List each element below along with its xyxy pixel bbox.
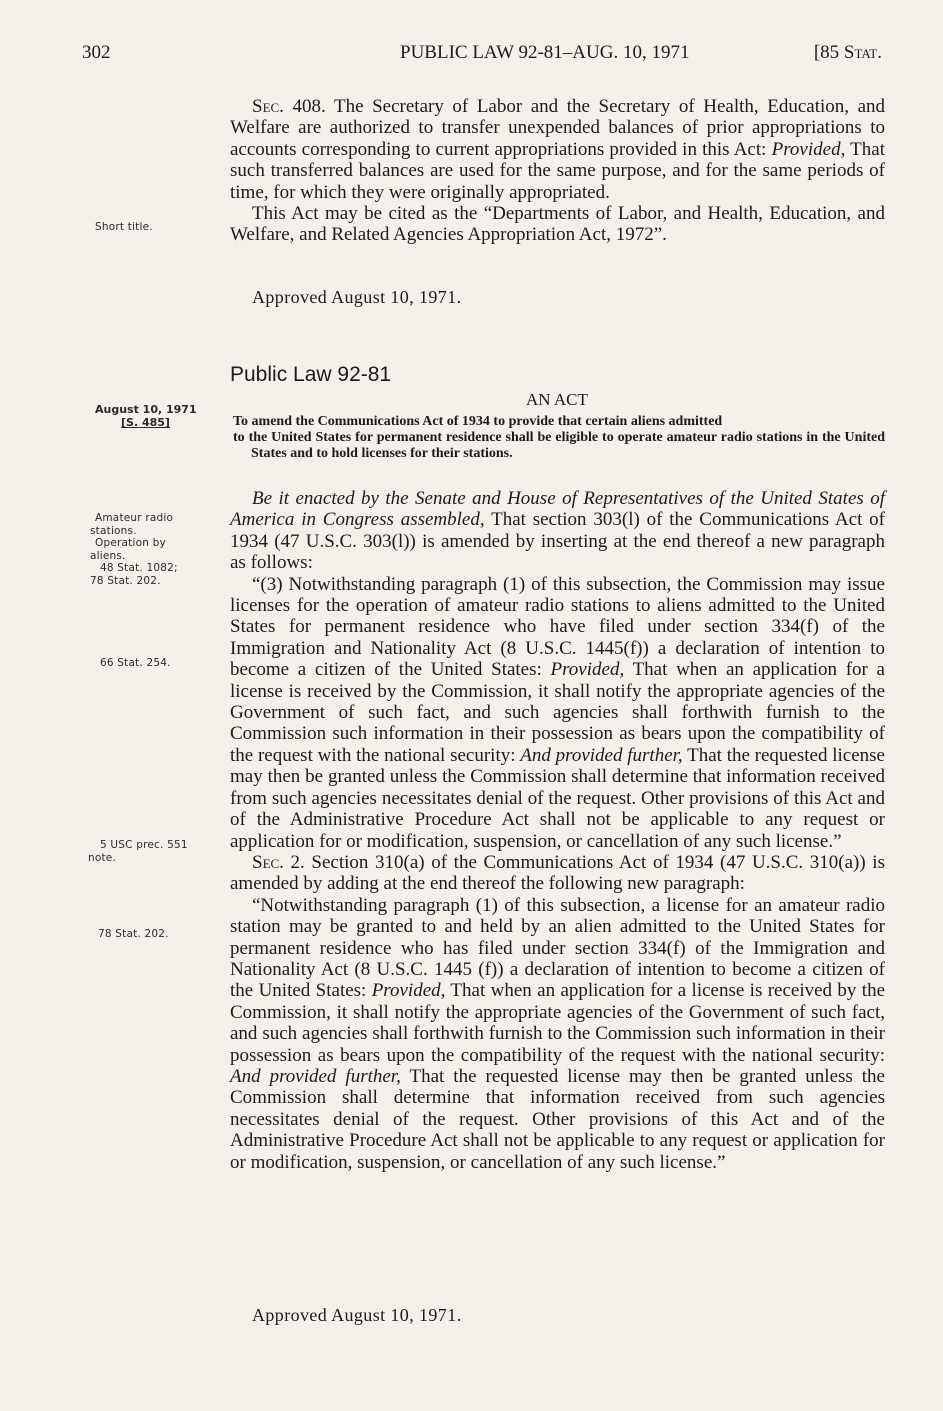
section-408	[230, 96, 885, 246]
section-408-paragraph: Sec. 408. The Secretary of Labor and the Secretary of Health, Education, and Welfare are authorized to transfer unexpended balances of prior appropriations to accounts corresponding to current appropriations provided in this Act: Provided, That such transferred balances are used for the same purpose, and for the same periods of time, for which they were originally appropriated.	[230, 96, 886, 203]
section-2-paragraph: “Notwithstanding paragraph (1) of this subsection, a license for an amateur radio station may be granted to and held by an alien admitted to the United States for permanent residence who has filed under section 334(f) of the Immigration and Nationality Act (8 U.S.C. 1445 (f)) a declaration of intention to become a citizen of the United States: Provided, That when an application for a license is received by the Commission, it shall notify the appropriate agencies of the Government of such fact, and such agencies shall forthwith furnish to the Commission such information in their possession as bears upon the compatibility of the request with the national security: And provided further, That the requested license may then be granted unless the Commission shall determine that information received from such agencies necessitates denial of the request. Other provisions of this Act and of the Administrative Procedure Act shall not be applicable to any request or application for or modification, suspension, or cancellation of any such license.”	[230, 894, 885, 1173]
margin-note-short-title: Short title.	[95, 221, 153, 233]
purpose-line-2: to the United States for permanent residence shall be eligible to operate amateur radio stations in the United States and to hold licenses for their stations.	[233, 430, 885, 462]
margin-note-66-stat: 66 Stat. 254.	[100, 657, 171, 669]
paragraph-3: “(3) Notwithstanding paragraph (1) of this subsection, the Commission may issue licenses for the operation of amateur radio stations to aliens admitted to the United States for permanent residence who have filed under section 334(f) of the Immigration and Nationality Act (8 U.S.C. 1445(f)) a declaration of intention to become a citizen of the United States: Provided, That when an application for a license is received by the Commission, it shall notify the appropriate agencies of the Government of such fact, and such agencies shall forthwith furnish to the Commission such information in their possession as bears upon the compatibility of the request with the national security: And provided further, That the requested license may then be granted unless the Commission shall determine that information received from such agencies necessitates denial of the request. Other provisions of this Act and of the Administrative Procedure Act shall not be applicable to any request or application for or modification, suspension, or cancellation of any such license.”	[230, 573, 885, 852]
header-title: PUBLIC LAW 92-81–AUG. 10, 1971	[400, 42, 690, 63]
act-body	[230, 488, 885, 1173]
page-number: 302	[82, 42, 111, 63]
act-purpose	[233, 414, 885, 463]
short-title-paragraph: This Act may be cited as the “Departments of Labor, and Health, Education, and Welfare, and Related Agencies Appropriation Act, 1972”.	[230, 203, 885, 246]
purpose-line-1: To amend the Communications Act of 1934 to provide that certain aliens admitted	[233, 414, 723, 429]
approval-line-2: Approved August 10, 1971.	[252, 1305, 462, 1325]
margin-note-date: August 10, 1971 [S. 485]	[95, 403, 197, 429]
public-law-title: Public Law 92-81	[230, 363, 392, 386]
statute-reference: [85 Stat.	[813, 42, 882, 63]
margin-note-amateur-radio: Amateur radio stations. Operation by aliens. 48 Stat. 1082; 78 Stat. 202.	[90, 512, 178, 587]
approval-line-1: Approved August 10, 1971.	[252, 287, 462, 307]
margin-note-78-stat: 78 Stat. 202.	[98, 928, 169, 940]
an-act-heading: AN ACT	[526, 390, 588, 409]
running-header	[82, 42, 882, 72]
margin-note-5-usc: 5 USC prec. 551 note.	[88, 839, 188, 864]
section-2: Sec. 2. Section 310(a) of the Communications Act of 1934 (47 U.S.C. 310(a)) is amended by adding at the end thereof the following new paragraph:	[230, 851, 885, 895]
enacting-clause: Be it enacted by the Senate and House of Representatives of the United States of America in Congress assembled, That section 303(l) of the Communications Act of 1934 (47 U.S.C. 303(l)) is amended by inserting at the end thereof a new paragraph as follows:	[230, 488, 885, 574]
